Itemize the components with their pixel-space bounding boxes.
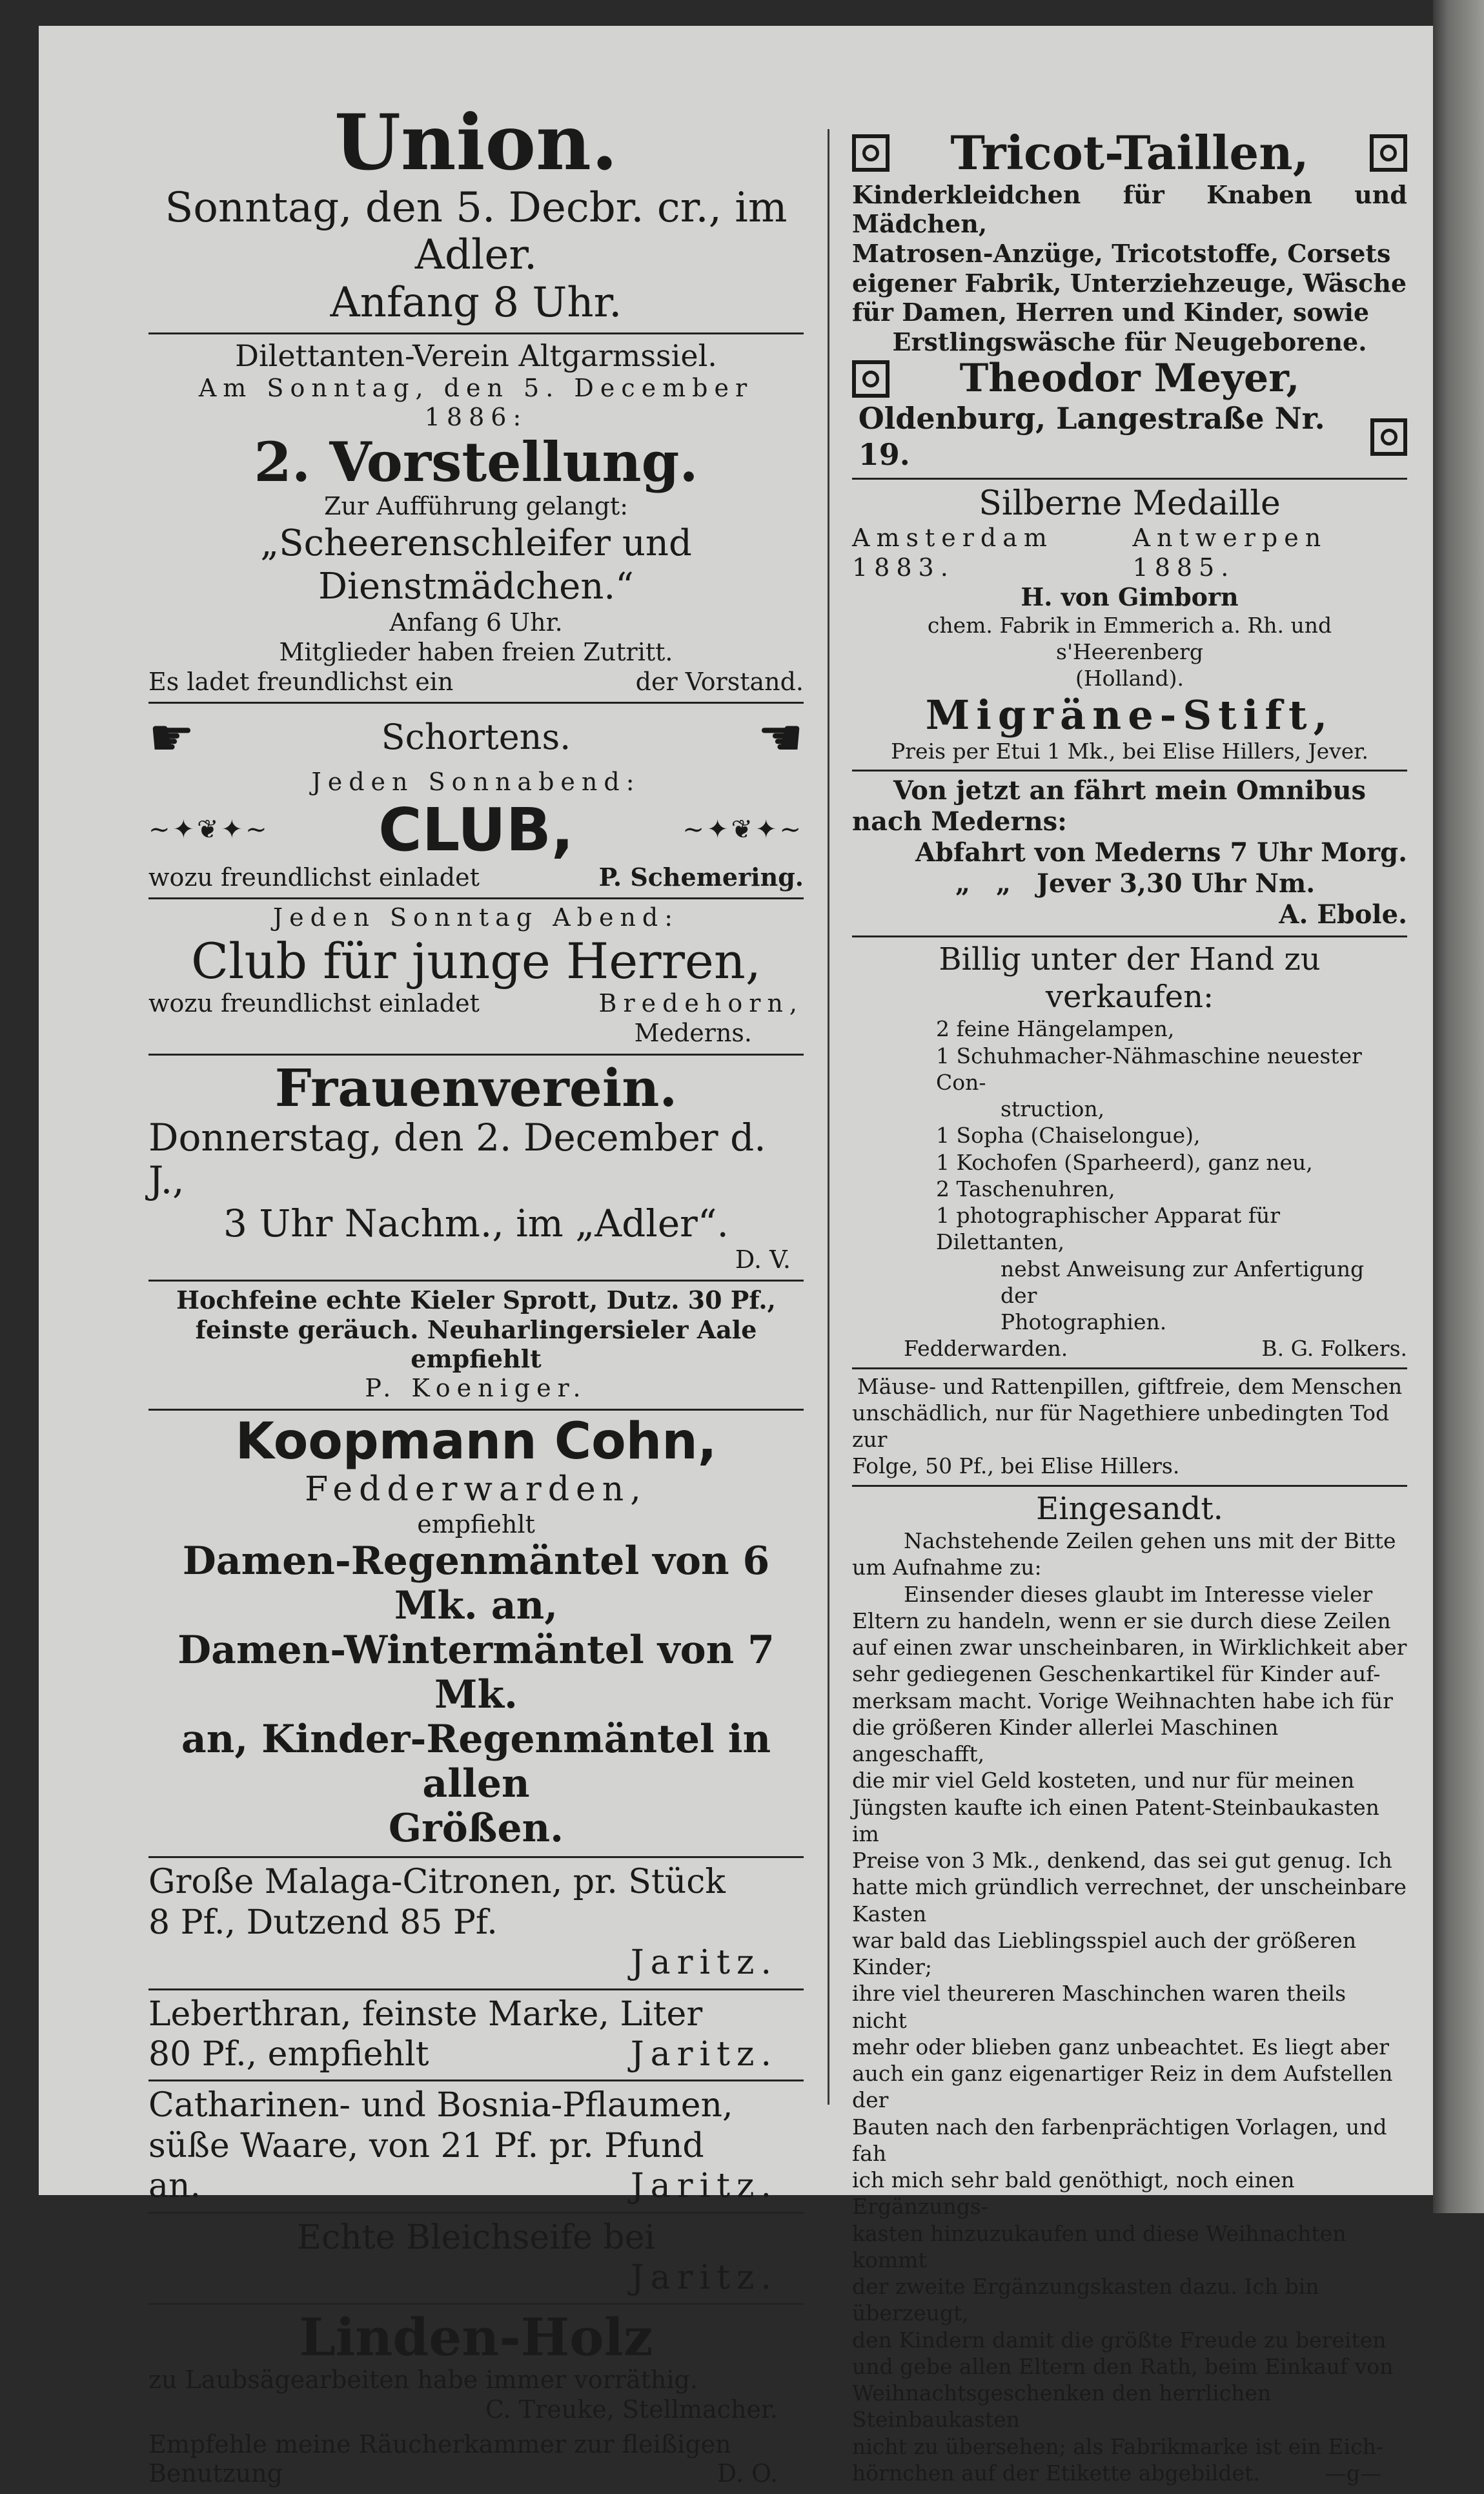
- square-logo-icon: [1370, 418, 1407, 456]
- ad-union: [148, 97, 804, 334]
- omnibus-ditto-2: „: [996, 868, 1011, 899]
- pflaumen-row3: [148, 2166, 804, 2206]
- leberthran-row2: [148, 2034, 804, 2074]
- eingesandt-line: Bauten nach den farbenprächtigen Vorlagen, und fah: [852, 2114, 1387, 2166]
- pflaumen-line3: an.: [148, 2167, 201, 2206]
- medaille-product: Migräne-Stift,: [925, 691, 1334, 739]
- pillen-line1: Mäuse- und Rattenpillen, giftfreie, dem Menschen: [857, 1373, 1403, 1399]
- dilettanten-title: Dilettanten-Verein Altgarmssiel.: [235, 338, 717, 373]
- citronen-line2: 8 Pf., Dutzend 85 Pf.: [148, 1903, 498, 1942]
- winged-angel-right-icon: ~✦❦✦~: [682, 815, 804, 845]
- raeucher-line2: Benutzung: [148, 2459, 283, 2488]
- raeucher-line1: Empfehle meine Räucherkammer zur fleißigen: [148, 2429, 731, 2458]
- eingesandt-line: Preise von 3 Mk., denkend, das sei gut genug. Ich: [852, 1848, 1392, 1874]
- eingesandt-line: Weihnachtsgeschenken den herrlichen Steinbaukasten: [852, 2380, 1272, 2433]
- omnibus-line4: [852, 868, 1407, 899]
- pflaumen-line1: Catharinen- und Bosnia-Pflaumen,: [148, 2086, 733, 2125]
- omnibus-line2: nach Mederns:: [852, 806, 1067, 837]
- dilettanten-date: Am Sonntag, den 5. December 1886:: [198, 373, 754, 432]
- cohn-line1: Damen-Regenmäntel von 6 Mk. an,: [182, 1538, 770, 1629]
- eingesandt-line: merksam macht. Vorige Weihnachten habe ich für: [852, 1688, 1393, 1713]
- eingesandt-line: nicht zu übersehen; als Fabrikmarke ist ein Eich-: [852, 2433, 1384, 2459]
- square-logo-icon: [1370, 134, 1407, 172]
- ad-raeucher: [148, 2430, 804, 2494]
- eingesandt-line: kasten hinzuzukaufen und diese Weihnachten kommt: [852, 2220, 1347, 2273]
- leberthran-line1: Leberthran, feinste Marke, Liter: [148, 1994, 703, 2034]
- tricot-line4: für Damen, Herren und Kinder, sowie: [852, 298, 1370, 327]
- leberthran-line2: 80 Pf., empfiehlt: [148, 2035, 429, 2074]
- linden-signer: C. Treuke, Stellmacher.: [485, 2395, 778, 2424]
- ad-sprott: [148, 1282, 804, 1410]
- ad-bleichseife: [148, 2214, 804, 2305]
- eingesandt-line: die größeren Kinder allerlei Maschinen angeschafft,: [852, 1714, 1279, 1767]
- schortens-invite: wozu freundlichst einladet: [148, 863, 480, 892]
- dilettanten-invite: Es ladet freundlichst ein: [148, 667, 454, 696]
- eingesandt-line: und gebe allen Eltern den Rath, beim Einkauf von: [852, 2353, 1394, 2379]
- eingesandt-line: mehr oder blieben ganz unbeachtet. Es liegt aber: [852, 2034, 1389, 2060]
- verkaufen-sign-row: [852, 1335, 1407, 1362]
- adjacent-page-edge: [1433, 0, 1484, 2213]
- square-logo-icon: [852, 360, 889, 398]
- cohn-title: Koopmann Cohn,: [235, 1412, 717, 1471]
- schortens-club: CLUB,: [378, 795, 574, 864]
- omnibus-signer: A. Ebole.: [1279, 899, 1407, 930]
- ad-pillen: [852, 1369, 1407, 1487]
- junge-herren-when: Jeden Sonntag Abend:: [272, 903, 680, 932]
- ad-tricot: [852, 123, 1407, 480]
- tricot-line2: Matrosen-Anzüge, Tricotstoffe, Corsets: [852, 238, 1391, 268]
- frauenverein-title: Frauenverein.: [274, 1057, 678, 1118]
- ad-frauenverein: [148, 1056, 804, 1282]
- schortens-when: Jeden Sonnabend:: [311, 768, 641, 797]
- eingesandt-line: den Kindern damit die größte Freude zu bereiten: [852, 2327, 1387, 2353]
- junge-herren-place: Mederns.: [634, 1019, 752, 1048]
- eingesandt-line: Einsender dieses glaubt im Interesse vieler: [904, 1581, 1373, 1607]
- junge-herren-title: Club für junge Herren,: [190, 932, 762, 990]
- ad-linden: [148, 2305, 804, 2429]
- right-column: [852, 123, 1407, 2491]
- left-column: [148, 97, 804, 2494]
- eingesandt-line: ich mich sehr bald genöthigt, noch einen Ergänzungs-: [852, 2167, 1295, 2220]
- column-separator: [828, 129, 829, 2105]
- tricot-title: Tricot-Taillen,: [950, 125, 1309, 180]
- medaille-line1: chem. Fabrik in Emmerich a. Rh. und s'Heerenberg: [927, 612, 1332, 665]
- union-line2: Anfang 8 Uhr.: [330, 278, 622, 327]
- citronen-signer: Jaritz.: [630, 1943, 778, 1983]
- winged-angel-left-icon: ~✦❦✦~: [148, 815, 270, 845]
- medaille-cities: [852, 524, 1407, 582]
- frauenverein-signer: D. V.: [735, 1245, 791, 1274]
- pflaumen-signer: Jaritz.: [630, 2167, 778, 2206]
- eingesandt-line: Eltern zu handeln, wenn er sie durch diese Zeilen: [852, 1608, 1391, 1633]
- eingesandt-line: auch ein ganz eigenartiger Reiz in dem Aufstellen der: [852, 2061, 1393, 2113]
- eingesandt-title: Eingesandt.: [1036, 1490, 1223, 1527]
- eingesandt-line: die mir viel Geld kosteten, und nur für meinen: [852, 1768, 1355, 1794]
- dilettanten-start: Anfang 6 Uhr.: [389, 608, 563, 637]
- eingesandt-line: ihre viel theureren Maschinchen waren theils nicht: [852, 1981, 1347, 2033]
- cohn-line3: an, Kinder-Regenmäntel in allen: [181, 1717, 771, 1807]
- bleichseife-line1: Echte Bleichseife bei: [297, 2218, 655, 2257]
- medaille-firm: H. von Gimborn: [1021, 582, 1239, 612]
- dilettanten-play: „Scheerenschleifer und Dienstmädchen.“: [260, 522, 692, 608]
- raeucher-row2: [148, 2459, 804, 2489]
- ad-verkaufen: [852, 937, 1407, 1369]
- square-logo-icon: [852, 134, 889, 172]
- dilettanten-performed: Zur Aufführung gelangt:: [324, 492, 628, 521]
- cohn-recommends: empfiehlt: [417, 1509, 535, 1538]
- sprott-signer: P. Koeniger.: [365, 1374, 587, 1403]
- pillen-line3: Folge, 50 Pf., bei Elise Hillers.: [852, 1453, 1180, 1479]
- ad-medaille: [852, 480, 1407, 772]
- verkaufen-item2b: struction,: [1001, 1096, 1105, 1122]
- ad-leberthran: [148, 1990, 804, 2082]
- schortens-signer: P. Schemering.: [598, 862, 804, 892]
- junge-herren-sign-row: [148, 989, 804, 1019]
- medaille-city2: Antwerpen 1885.: [1132, 524, 1328, 582]
- frauenverein-line2: 3 Uhr Nachm., im „Adler“.: [223, 1201, 729, 1246]
- tricot-line3: eigener Fabrik, Unterziehzeuge, Wäsche: [852, 268, 1407, 298]
- verkaufen-item6c: Photographien.: [1001, 1309, 1167, 1335]
- union-title: Union.: [334, 97, 618, 187]
- medaille-line2: (Holland).: [1075, 666, 1184, 691]
- eingesandt-intro1: Nachstehende Zeilen gehen uns mit der Bitte: [904, 1528, 1396, 1554]
- ad-omnibus: [852, 772, 1407, 937]
- verkaufen-title: Billig unter der Hand zu verkaufen:: [939, 941, 1321, 1015]
- cohn-place: Fedderwarden,: [305, 1470, 647, 1509]
- pflaumen-line2: süße Waare, von 21 Pf. pr. Pfund: [148, 2126, 704, 2165]
- medaille-title: Silberne Medaille: [979, 484, 1281, 523]
- cohn-line2: Damen-Wintermäntel von 7 Mk.: [178, 1628, 775, 1718]
- schortens-sign-row: [148, 863, 804, 893]
- verkaufen-item3: 1 Sopha (Chaiselongue),: [936, 1123, 1201, 1149]
- ad-junge-herren: [148, 899, 804, 1055]
- ad-citronen: [148, 1858, 804, 1990]
- union-line1: Sonntag, den 5. Decbr. cr., im Adler.: [165, 183, 788, 280]
- verkaufen-item2a: 1 Schuhmacher-Nähmaschine neuester Con-: [936, 1043, 1362, 1095]
- medaille-price: Preis per Etui 1 Mk., bei Elise Hillers, Jever.: [891, 738, 1368, 764]
- verkaufen-item6b: nebst Anweisung zur Anfertigung der: [1001, 1256, 1365, 1308]
- verkaufen-item1: 2 feine Hängelampen,: [936, 1016, 1175, 1042]
- verkaufen-place: Fedderwarden.: [904, 1336, 1068, 1362]
- eingesandt-line: war bald das Lieblingsspiel auch der größeren Kinder;: [852, 1927, 1357, 1980]
- eingesandt-line: Jüngsten kaufte ich einen Patent-Steinbaukasten im: [852, 1794, 1379, 1846]
- pointing-hand-left-icon: ☚: [757, 708, 804, 768]
- article-eingesandt: [852, 1487, 1407, 2492]
- leberthran-signer: Jaritz.: [630, 2035, 778, 2074]
- linden-line1: zu Laubsägearbeiten habe immer vorräthig.: [148, 2366, 698, 2395]
- pillen-line2: unschädlich, nur für Nagethiere unbedingten Tod zur: [852, 1400, 1390, 1453]
- eingesandt-line: hörnchen auf der Etikette abgebildet.: [852, 2460, 1260, 2486]
- omnibus-ditto-1: „: [955, 868, 971, 899]
- pointing-hand-right-icon: ☛: [148, 708, 195, 768]
- eingesandt-line: der zweite Ergänzungskasten dazu. Ich bin überzeugt,: [852, 2274, 1319, 2326]
- sprott-line2: feinste geräuch. Neuharlingersieler Aale empfiehlt: [195, 1314, 757, 1374]
- junge-herren-invite: wozu freundlichst einladet: [148, 989, 480, 1018]
- ad-schortens: [148, 704, 804, 899]
- eingesandt-line: hatte mich gründlich verrechnet, der unscheinbare Kasten: [852, 1874, 1407, 1927]
- citronen-line1: Große Malaga-Citronen, pr. Stück: [148, 1863, 726, 1902]
- eingesandt-line: auf einen zwar unscheinbaren, in Wirklichkeit aber: [852, 1635, 1407, 1661]
- ad-cohn: [148, 1411, 804, 1859]
- cohn-line4: Größen.: [388, 1806, 564, 1852]
- newspaper-page: [39, 26, 1433, 2488]
- omnibus-line1: Von jetzt an fährt mein Omnibus: [893, 775, 1367, 806]
- ad-pflaumen: [148, 2081, 804, 2213]
- verkaufen-item5: 2 Taschenuhren,: [936, 1176, 1115, 1201]
- dilettanten-sign-row: [148, 668, 804, 697]
- medaille-city1: Amsterdam 1883.: [852, 524, 1053, 582]
- verkaufen-signer: B. G. Folkers.: [1261, 1336, 1407, 1362]
- eingesandt-intro2: um Aufnahme zu:: [852, 1555, 1042, 1580]
- bleichseife-signer: Jaritz.: [630, 2258, 778, 2297]
- eingesandt-signer: —g—: [1325, 2460, 1381, 2486]
- tricot-address: Oldenburg, Langestraße Nr. 19.: [858, 401, 1325, 472]
- ad-dilettanten: [148, 334, 804, 704]
- dilettanten-headline: 2. Vorstellung.: [254, 429, 698, 494]
- junge-herren-signer: Bredehorn,: [598, 989, 804, 1018]
- verkaufen-item6a: 1 photographischer Apparat für Dilettanten,: [936, 1203, 1281, 1255]
- frauenverein-line1: Donnerstag, den 2. December d. J.,: [148, 1115, 766, 1203]
- tricot-line5: Erstlingswäsche für Neugeborene.: [892, 327, 1367, 356]
- tricot-line1: Kinderkleidchen für Knaben und Mädchen,: [852, 179, 1407, 239]
- schortens-place: Schortens.: [381, 717, 571, 758]
- eingesandt-last-row: [852, 2460, 1407, 2486]
- eingesandt-line: sehr gediegenen Geschenkartikel für Kinder auf-: [852, 1661, 1381, 1687]
- linden-title: Linden-Holz: [299, 2307, 653, 2368]
- tricot-name: Theodor Meyer,: [959, 356, 1300, 402]
- dilettanten-members: Mitglieder haben freien Zutritt.: [279, 637, 673, 666]
- omnibus-jever: Jever 3,30 Uhr Nm.: [1037, 868, 1316, 899]
- omnibus-line3: Abfahrt von Mederns 7 Uhr Morg.: [915, 837, 1407, 868]
- dilettanten-signer: der Vorstand.: [635, 667, 804, 696]
- raeucher-signer: D. O.: [717, 2459, 778, 2488]
- verkaufen-item4: 1 Kochofen (Sparheerd), ganz neu,: [936, 1149, 1313, 1175]
- sprott-line1: Hochfeine echte Kieler Sprott, Dutz. 30 Pf.,: [176, 1285, 776, 1315]
